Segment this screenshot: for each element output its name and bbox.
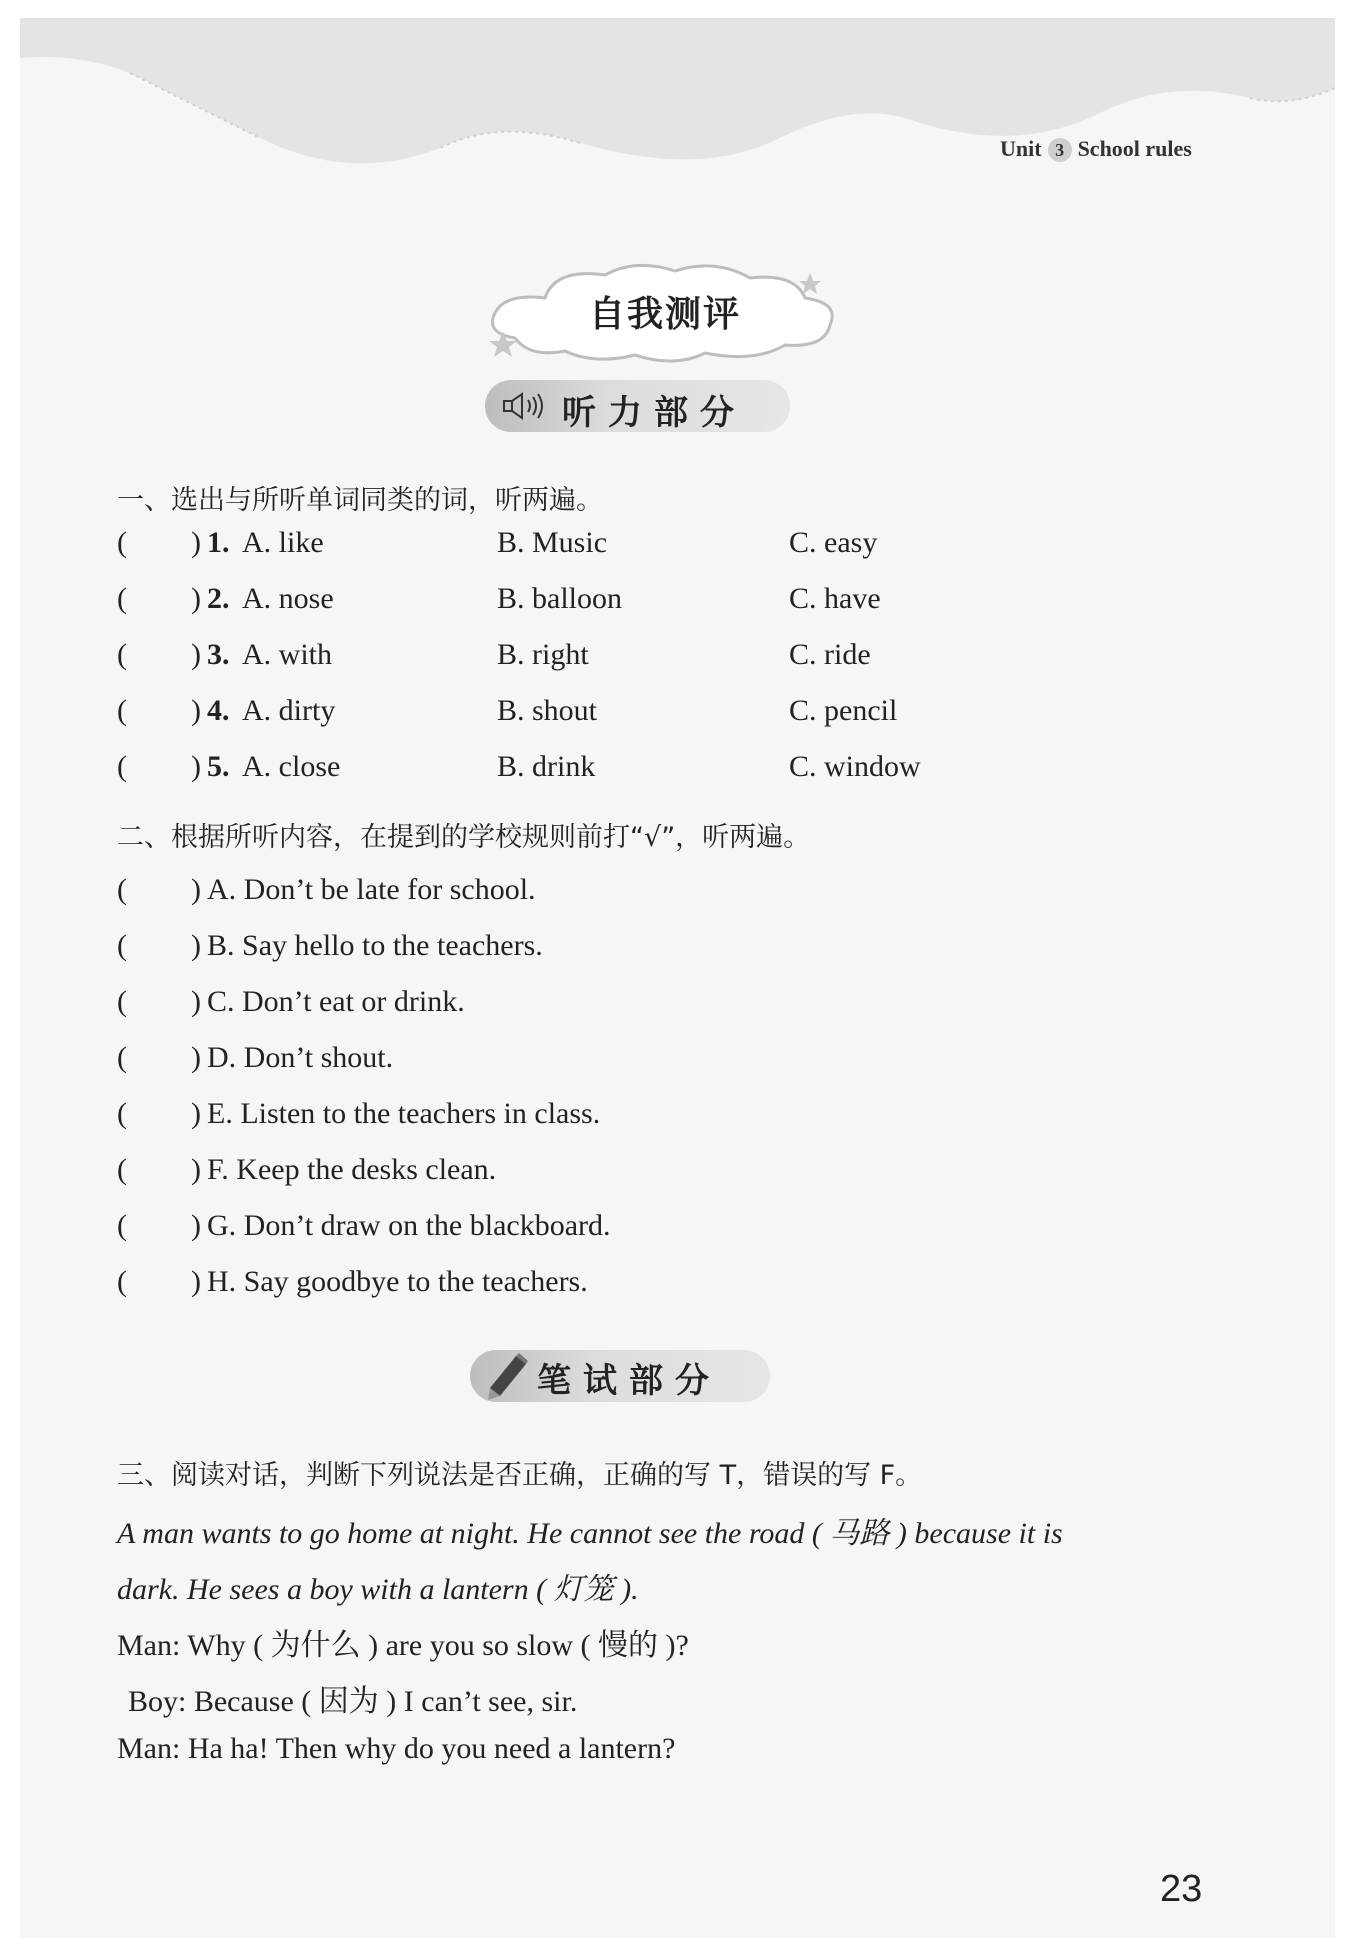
story-line: A man wants to go home at night. He cannot see the road ( 马路 ) because it is [117, 1517, 1063, 1550]
rule-text: F. Keep the desks clean. [207, 1153, 497, 1186]
option-a: A. like [242, 526, 324, 559]
answer-paren-close: ) [191, 526, 201, 559]
page-number: 23 [1160, 1868, 1203, 1910]
option-c: C. have [789, 582, 881, 615]
unit-number-badge: 3 [1048, 138, 1072, 162]
question-number: 1. [207, 526, 230, 559]
answer-paren-open: ( [117, 1265, 127, 1298]
rule-text: A. Don’t be late for school. [207, 873, 536, 906]
answer-paren-close: ) [191, 582, 201, 615]
option-a: A. with [242, 638, 332, 671]
rule-row [117, 985, 1217, 1025]
dialogue-line: Man: Why ( 为什么 ) are you so slow ( 慢的 )? [117, 1629, 689, 1662]
answer-paren-close: ) [191, 1041, 201, 1074]
speaker-icon [500, 390, 552, 422]
rule-text: G. Don’t draw on the blackboard. [207, 1209, 611, 1242]
answer-paren-close: ) [191, 638, 201, 671]
answer-paren-close: ) [191, 1097, 201, 1130]
writing-section-label: 笔试部分 [537, 1361, 721, 1401]
unit-title: School rules [1077, 136, 1192, 161]
answer-paren-close: ) [191, 694, 201, 727]
answer-paren-open: ( [117, 985, 127, 1018]
answer-paren-open: ( [117, 694, 127, 727]
option-b: B. drink [497, 750, 596, 783]
answer-paren-close: ) [191, 1209, 201, 1242]
question-number: 2. [207, 582, 230, 615]
rule-text: H. Say goodbye to the teachers. [207, 1265, 588, 1298]
answer-paren-open: ( [117, 582, 127, 615]
option-c: C. ride [789, 638, 871, 671]
answer-paren-open: ( [117, 1209, 127, 1242]
answer-paren-close: ) [191, 1265, 201, 1298]
answer-paren-open: ( [117, 638, 127, 671]
question-number: 3. [207, 638, 230, 671]
listening-section-label: 听力部分 [562, 393, 746, 433]
rule-row [117, 1097, 1217, 1137]
answer-paren-open: ( [117, 750, 127, 783]
page-title: 自我测评 [588, 294, 741, 335]
question-number: 4. [207, 694, 230, 727]
question-row [117, 526, 1217, 566]
workbook-page [20, 18, 1335, 1938]
answer-paren-open: ( [117, 1041, 127, 1074]
rule-row [117, 929, 1217, 969]
question-row [117, 694, 1217, 734]
option-c: C. easy [789, 526, 878, 559]
part1-instruction: 一、选出与所听单词同类的词，听两遍。 [117, 485, 603, 516]
answer-paren-open: ( [117, 873, 127, 906]
question-row [117, 750, 1217, 790]
answer-paren-open: ( [117, 526, 127, 559]
answer-paren-close: ) [191, 873, 201, 906]
question-row [117, 638, 1217, 678]
rule-row [117, 1265, 1217, 1305]
answer-paren-open: ( [117, 1097, 127, 1130]
rule-row [117, 1153, 1217, 1193]
option-b: B. balloon [497, 582, 622, 615]
option-a: A. nose [242, 582, 334, 615]
answer-paren-open: ( [117, 929, 127, 962]
rule-text: E. Listen to the teachers in class. [207, 1097, 601, 1130]
option-b: B. shout [497, 694, 598, 727]
option-c: C. window [789, 750, 921, 783]
dialogue-line: Man: Ha ha! Then why do you need a lantern? [117, 1732, 676, 1765]
option-c: C. pencil [789, 694, 898, 727]
rule-row [117, 1209, 1217, 1249]
rule-row [117, 1041, 1217, 1081]
answer-paren-close: ) [191, 750, 201, 783]
option-a: A. dirty [242, 694, 336, 727]
option-b: B. Music [497, 526, 608, 559]
unit-label: Unit [1000, 136, 1042, 161]
unit-header [1000, 136, 1192, 162]
rule-text: D. Don’t shout. [207, 1041, 394, 1074]
dialogue-line: Boy: Because ( 因为 ) I can’t see, sir. [128, 1685, 578, 1718]
pencil-icon [482, 1352, 532, 1402]
answer-paren-close: ) [191, 985, 201, 1018]
option-b: B. right [497, 638, 589, 671]
rule-text: C. Don’t eat or drink. [207, 985, 465, 1018]
answer-paren-close: ) [191, 929, 201, 962]
rule-row [117, 873, 1217, 913]
part3-instruction: 三、阅读对话，判断下列说法是否正确，正确的写 T，错误的写 F。 [117, 1460, 923, 1491]
option-a: A. close [242, 750, 341, 783]
answer-paren-close: ) [191, 1153, 201, 1186]
question-number: 5. [207, 750, 230, 783]
answer-paren-open: ( [117, 1153, 127, 1186]
part2-instruction: 二、根据所听内容，在提到的学校规则前打“√”，听两遍。 [117, 822, 811, 853]
question-row [117, 582, 1217, 622]
rule-text: B. Say hello to the teachers. [207, 929, 543, 962]
story-line: dark. He sees a boy with a lantern ( 灯笼 ). [117, 1573, 639, 1606]
